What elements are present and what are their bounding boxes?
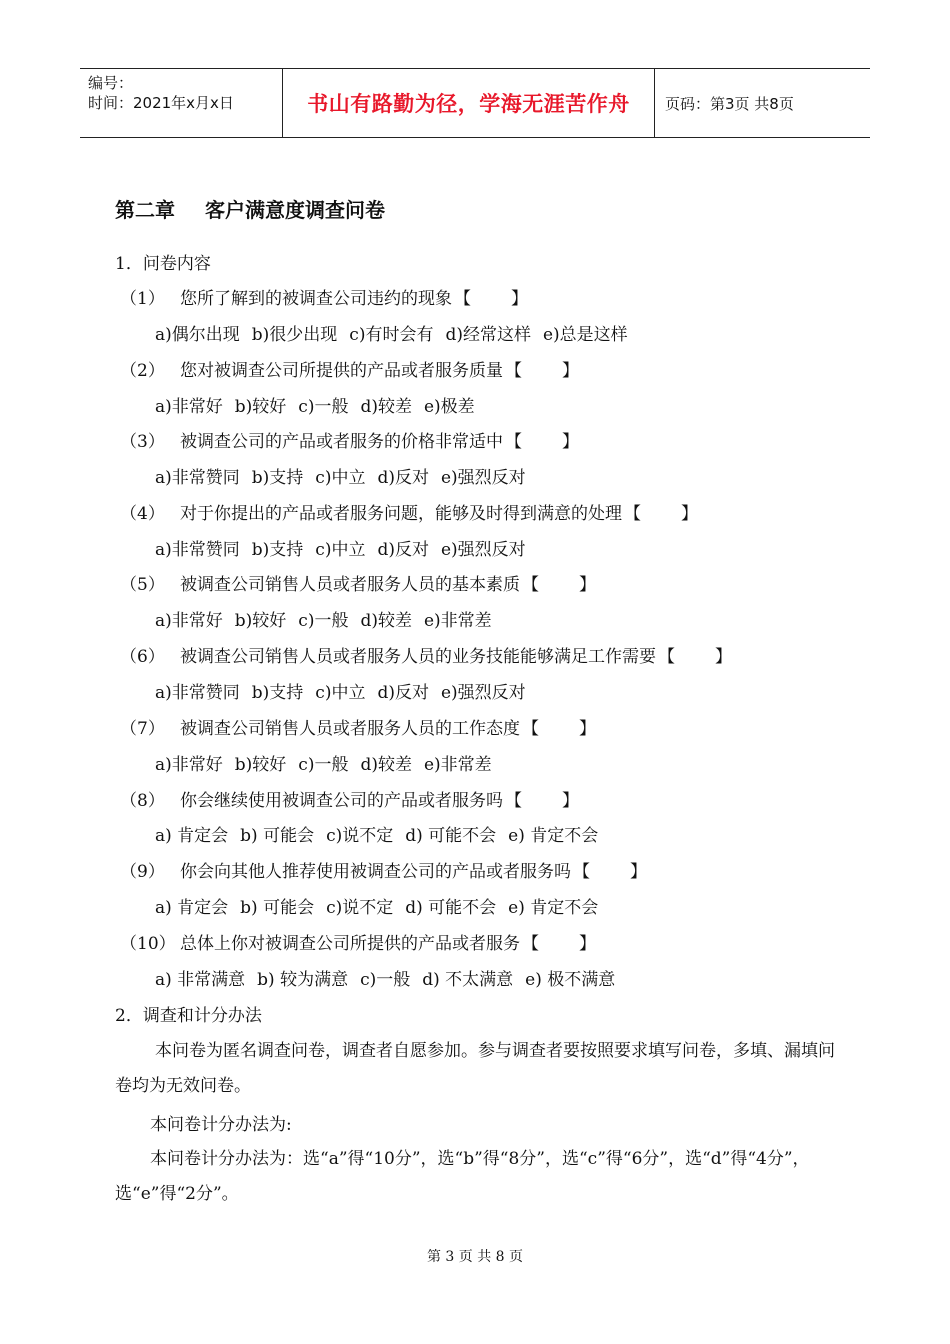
text-span: 被调查公司销售人员或者服务人员的基本素质 [180, 575, 520, 595]
answer-bracket[interactable]: 【 】 [522, 719, 596, 739]
text-span: c)一般 [360, 970, 411, 990]
text-span: a) 肯定会 [155, 898, 229, 918]
text-span: （7） [120, 719, 165, 739]
text-span: c)中立 [315, 468, 366, 488]
question-3-options [155, 466, 538, 490]
text-span: d) 可能不会 [405, 898, 497, 918]
text-span: c)一般 [298, 611, 349, 631]
question-10 [120, 932, 596, 956]
text-span: a)非常赞同 [155, 468, 240, 488]
text-span: （3） [120, 432, 165, 452]
text-span: （10） [120, 934, 176, 954]
text-span: 被调查公司销售人员或者服务人员的工作态度 [180, 719, 520, 739]
text-span: e) 极不满意 [525, 970, 616, 990]
text-span: 您所了解到的被调查公司违约的现象 [180, 289, 452, 309]
text-span: a)偶尔出现 [155, 325, 240, 345]
time-label: 时间：2021年x月x日 [88, 94, 234, 112]
text-span: c)中立 [315, 683, 366, 703]
text-span: 被调查公司销售人员或者服务人员的业务技能能够满足工作需要 [180, 647, 656, 667]
text-span: d) 可能不会 [405, 826, 497, 846]
text-span: b) 较为满意 [257, 970, 349, 990]
text-span: b)支持 [251, 468, 304, 488]
question-1 [120, 287, 528, 311]
answer-bracket[interactable]: 【 】 [624, 504, 698, 524]
question-10-options [155, 968, 627, 992]
text-span: b) 可能会 [240, 826, 315, 846]
text-span: d)较差 [360, 755, 412, 775]
header-motto-cell [282, 69, 655, 137]
text-span: e)总是这样 [542, 325, 628, 345]
text-span: （6） [120, 647, 165, 667]
question-9-options [155, 896, 610, 920]
answer-bracket[interactable]: 【 】 [505, 432, 579, 452]
text-span: d)反对 [377, 683, 429, 703]
text-span: （5） [120, 575, 165, 595]
chapter-number: 第二章 [115, 198, 175, 222]
question-5 [120, 573, 596, 597]
page-info: 页码：第3页 共8页 [665, 94, 794, 113]
answer-bracket[interactable]: 【 】 [573, 862, 647, 882]
text-span: d) 不太满意 [422, 970, 514, 990]
text-span: e)强烈反对 [440, 468, 526, 488]
text-span: e)强烈反对 [440, 540, 526, 560]
question-1-options [155, 323, 640, 347]
text-span: a)非常赞同 [155, 540, 240, 560]
text-span: b)较好 [234, 755, 287, 775]
header-left-cell [80, 69, 282, 137]
text-span: 你会向其他人推荐使用被调查公司的产品或者服务吗 [180, 862, 571, 882]
header-page-cell [655, 69, 870, 137]
text-span: b) 可能会 [240, 898, 315, 918]
chapter-heading [115, 194, 385, 223]
question-8 [120, 789, 579, 813]
text-span: d)反对 [377, 540, 429, 560]
text-span: e)强烈反对 [440, 683, 526, 703]
text-span: d)较差 [360, 397, 412, 417]
text-span: （2） [120, 361, 165, 381]
text-span: e) 肯定不会 [508, 898, 599, 918]
text-span: 被调查公司的产品或者服务的价格非常适中 [180, 432, 503, 452]
text-span: b)支持 [251, 683, 304, 703]
text-span: e) 肯定不会 [508, 826, 599, 846]
text-span: 对于你提出的产品或者服务问题，能够及时得到满意的处理 [180, 504, 622, 524]
page-footer: 第 3 页 共 8 页 [426, 1249, 524, 1265]
text-span: b)较好 [234, 611, 287, 631]
text-span: c)有时会有 [349, 325, 434, 345]
text-span: a)非常好 [155, 611, 223, 631]
text-span: 总体上你对被调查公司所提供的产品或者服务 [180, 934, 520, 954]
question-7 [120, 717, 596, 741]
text-span: a)非常赞同 [155, 683, 240, 703]
question-5-options [155, 609, 504, 633]
question-2 [120, 359, 579, 383]
paragraph-scoring-rule: 本问卷计分办法为：选“a”得“10分”，选“b”得“8分”，选“c”得“6分”，选“d”得“4分”，选“e”得“2分”。 [115, 1149, 810, 1204]
answer-bracket[interactable]: 【 】 [658, 647, 732, 667]
section-1-title: 1．问卷内容 [115, 254, 211, 274]
text-span: a) 非常满意 [155, 970, 246, 990]
text-span: e)非常差 [423, 611, 492, 631]
paragraph-anonymity: 本问卷为匿名调查问卷，调查者自愿参加。参与调查者要按照要求填写问卷，多填、漏填问卷均为无效问卷。 [115, 1041, 835, 1096]
question-3 [120, 430, 579, 454]
motto-text: 书山有路勤为径，学海无涯苦作舟 [307, 92, 630, 116]
text-span: d)经常这样 [445, 325, 531, 345]
text-span: （8） [120, 791, 165, 811]
text-span: e)非常差 [423, 755, 492, 775]
question-4-options [155, 538, 538, 562]
text-span: a)非常好 [155, 397, 223, 417]
text-span: b)支持 [251, 540, 304, 560]
text-span: （9） [120, 862, 165, 882]
text-span: b)较好 [234, 397, 287, 417]
question-2-options [155, 395, 487, 419]
text-span: a) 肯定会 [155, 826, 229, 846]
text-span: 您对被调查公司所提供的产品或者服务质量 [180, 361, 503, 381]
text-span: a)非常好 [155, 755, 223, 775]
answer-bracket[interactable]: 【 】 [505, 361, 579, 381]
section-2-title: 2．调查和计分办法 [115, 1006, 262, 1026]
text-span: c)中立 [315, 540, 366, 560]
text-span: d)较差 [360, 611, 412, 631]
answer-bracket[interactable]: 【 】 [454, 289, 528, 309]
question-9 [120, 860, 647, 884]
question-6 [120, 645, 732, 669]
text-span: c)一般 [298, 397, 349, 417]
text-span: 你会继续使用被调查公司的产品或者服务吗 [180, 791, 503, 811]
text-span: c)说不定 [326, 898, 394, 918]
paragraph-scoring-intro: 本问卷计分办法为: [150, 1115, 292, 1135]
text-span: c)一般 [298, 755, 349, 775]
answer-bracket[interactable]: 【 】 [522, 934, 596, 954]
text-span: e)极差 [423, 397, 475, 417]
question-7-options [155, 753, 504, 777]
question-6-options [155, 681, 538, 705]
serial-label: 编号： [88, 74, 134, 92]
text-span: （1） [120, 289, 165, 309]
answer-bracket[interactable]: 【 】 [505, 791, 579, 811]
text-span: b)很少出现 [251, 325, 338, 345]
text-span: （4） [120, 504, 165, 524]
question-8-options [155, 824, 610, 848]
question-4 [120, 502, 698, 526]
page-header [80, 68, 870, 138]
text-span: d)反对 [377, 468, 429, 488]
answer-bracket[interactable]: 【 】 [522, 575, 596, 595]
chapter-title: 客户满意度调查问卷 [205, 198, 385, 222]
text-span: c)说不定 [326, 826, 394, 846]
